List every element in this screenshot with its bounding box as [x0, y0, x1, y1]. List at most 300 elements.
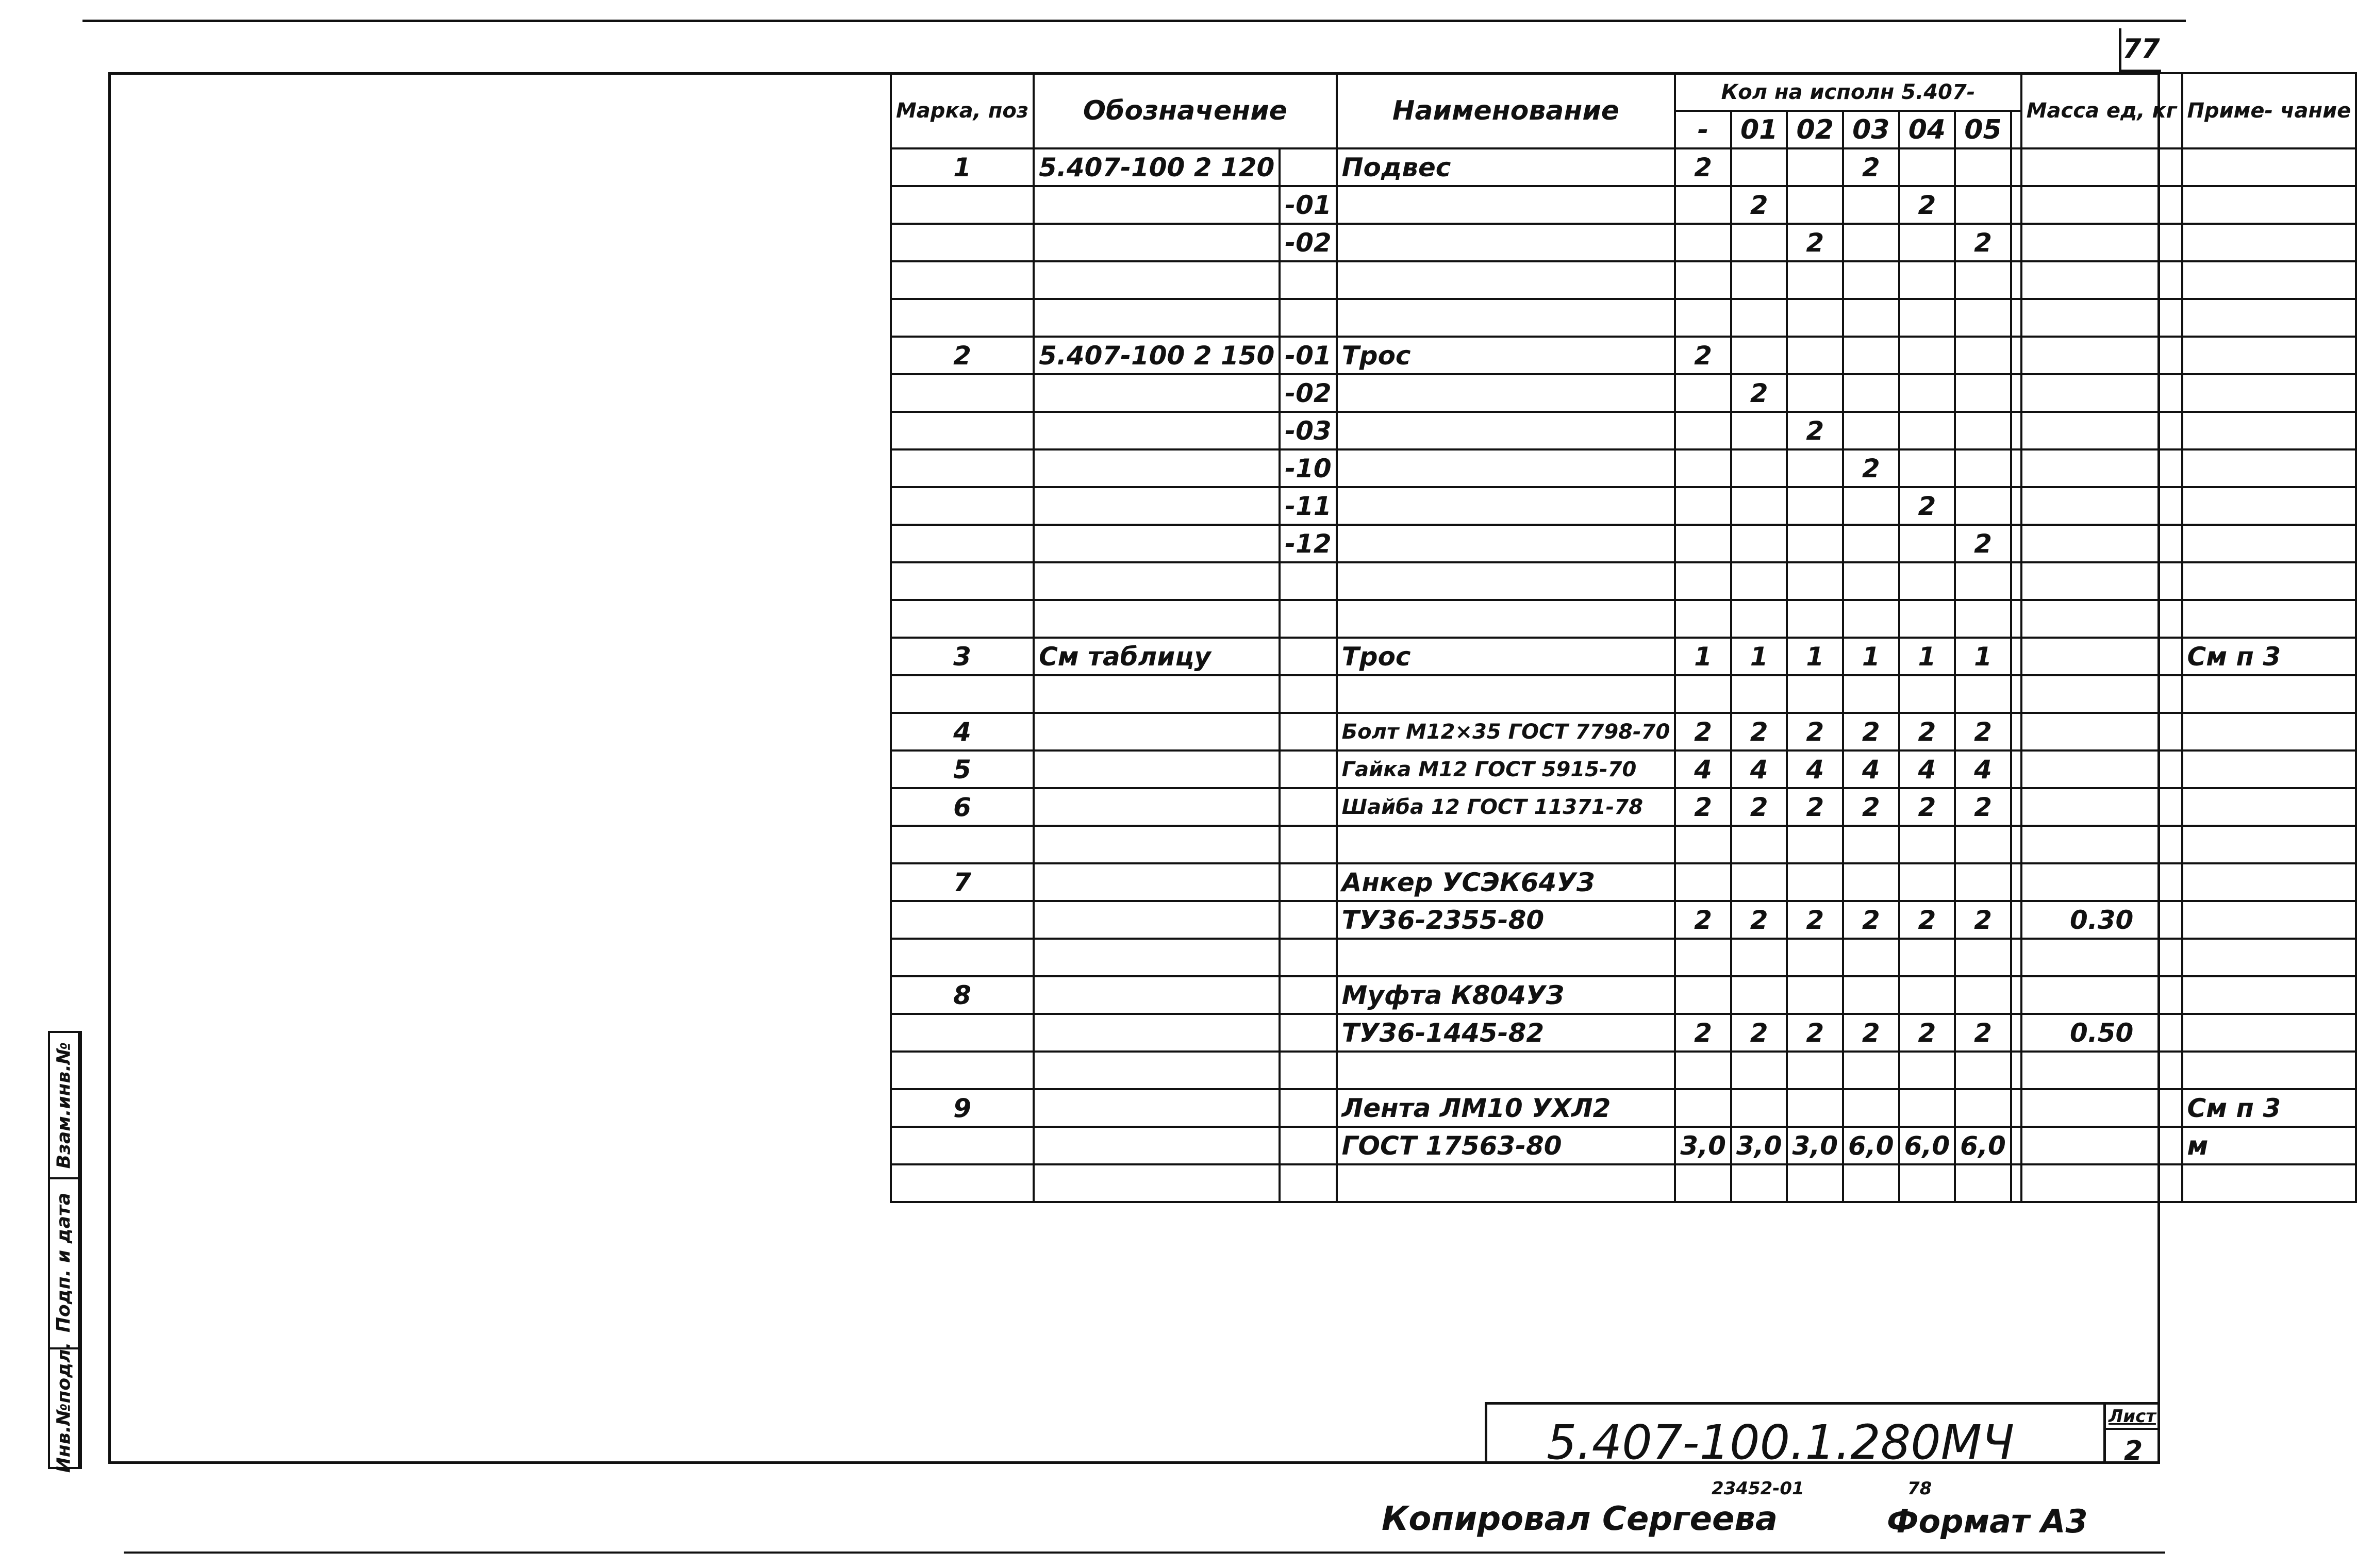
cell-mass — [2021, 863, 2182, 901]
cell-quantity: 1 — [1787, 638, 1843, 675]
table-row — [891, 261, 2356, 299]
cell-quantity — [1675, 186, 1731, 224]
cell-mass — [2021, 976, 2182, 1014]
cell-mass — [2021, 148, 2182, 186]
cell-quantity — [1675, 600, 1731, 638]
cell-quantity: 2 — [1899, 186, 1955, 224]
cell-quantity: 2 — [1731, 788, 1787, 826]
cell-quantity — [2011, 449, 2021, 487]
cell-quantity: 2 — [1787, 1014, 1843, 1052]
cell-quantity — [2011, 412, 2021, 449]
cell-quantity — [1731, 299, 1787, 337]
cell-quantity — [2011, 148, 2021, 186]
cell-designation — [1034, 826, 1280, 863]
cell-quantity: 4 — [1731, 750, 1787, 788]
cell-note — [2182, 261, 2356, 299]
cell-designation — [1034, 1089, 1280, 1127]
cell-mass — [2021, 374, 2182, 412]
table-row — [891, 600, 2356, 638]
cell-quantity — [2011, 863, 2021, 901]
cell-quantity — [1787, 976, 1843, 1014]
stamp-cell-signature — [50, 1177, 78, 1349]
cell-quantity — [1731, 525, 1787, 562]
cell-quantity — [1787, 487, 1843, 525]
cell-name: Муфта К804УЗ — [1337, 976, 1675, 1014]
cell-quantity: 1 — [1675, 638, 1731, 675]
cell-quantity: 2 — [1843, 788, 1899, 826]
cell-quantity — [1675, 826, 1731, 863]
cell-designation — [1034, 675, 1280, 713]
cell-quantity — [1675, 299, 1731, 337]
cell-quantity — [1731, 562, 1787, 600]
cell-note — [2182, 562, 2356, 600]
header-variant — [2011, 111, 2021, 148]
cell-quantity: 2 — [1843, 148, 1899, 186]
cell-mark — [891, 487, 1034, 525]
cell-quantity — [1843, 1052, 1899, 1089]
cell-quantity — [2011, 713, 2021, 750]
cell-quantity: 2 — [1843, 449, 1899, 487]
cell-mark: 1 — [891, 148, 1034, 186]
table-row — [891, 374, 2356, 412]
header-note: Приме- чание — [2182, 73, 2356, 148]
cell-quantity — [2011, 1089, 2021, 1127]
cell-quantity: 2 — [1675, 788, 1731, 826]
cell-name — [1337, 449, 1675, 487]
cell-quantity — [1955, 1164, 2011, 1202]
cell-mark: 7 — [891, 863, 1034, 901]
table-row — [891, 487, 2356, 525]
table-row — [891, 901, 2356, 939]
cell-note: м — [2182, 1127, 2356, 1164]
cell-quantity — [2011, 1052, 2021, 1089]
cell-designation — [1034, 1164, 1280, 1202]
cell-name: Трос — [1337, 638, 1675, 675]
cell-quantity — [1731, 826, 1787, 863]
cell-quantity — [1955, 374, 2011, 412]
cell-designation — [1034, 299, 1280, 337]
cell-mass — [2021, 939, 2182, 976]
cell-designation-suffix — [1280, 788, 1336, 826]
cell-quantity — [1675, 562, 1731, 600]
stamp-label: Инв.№подл. — [53, 1342, 75, 1473]
cell-quantity: 2 — [1675, 1014, 1731, 1052]
cell-quantity: 1 — [1955, 638, 2011, 675]
cell-quantity — [1899, 374, 1955, 412]
cell-quantity — [1955, 449, 2011, 487]
cell-quantity: 1 — [1843, 638, 1899, 675]
table-row — [891, 638, 2356, 675]
cell-designation-suffix — [1280, 1127, 1336, 1164]
cell-quantity — [1899, 449, 1955, 487]
cell-designation-suffix — [1280, 1089, 1336, 1127]
cell-designation: 5.407-100 2 120 — [1034, 148, 1280, 186]
cell-quantity — [1675, 675, 1731, 713]
cell-quantity — [1675, 487, 1731, 525]
cell-quantity — [1675, 1089, 1731, 1127]
cell-designation-suffix: -10 — [1280, 449, 1336, 487]
cell-name — [1337, 1052, 1675, 1089]
cell-note — [2182, 713, 2356, 750]
cell-mass — [2021, 299, 2182, 337]
cell-quantity — [1675, 261, 1731, 299]
cell-designation: 5.407-100 2 150 — [1034, 337, 1280, 374]
cell-quantity — [1843, 487, 1899, 525]
cell-note — [2182, 374, 2356, 412]
cell-quantity — [1787, 826, 1843, 863]
cell-quantity — [1731, 337, 1787, 374]
cell-designation-suffix — [1280, 299, 1336, 337]
table-row — [891, 1089, 2356, 1127]
copied-by: Копировал Сергеева — [1382, 1500, 1778, 1538]
table-row — [891, 562, 2356, 600]
cell-quantity: 3,0 — [1675, 1127, 1731, 1164]
cell-designation — [1034, 1127, 1280, 1164]
cell-quantity — [1675, 449, 1731, 487]
cell-designation — [1034, 487, 1280, 525]
cell-designation — [1034, 788, 1280, 826]
cell-name: Подвес — [1337, 148, 1675, 186]
cell-quantity — [2011, 750, 2021, 788]
cell-quantity: 2 — [1955, 224, 2011, 261]
cell-designation-suffix — [1280, 261, 1336, 299]
cell-quantity — [1843, 224, 1899, 261]
cell-designation — [1034, 976, 1280, 1014]
stamp-label: Взам.инв.№ — [53, 1042, 75, 1169]
cell-note — [2182, 1164, 2356, 1202]
cell-quantity — [2011, 939, 2021, 976]
table-row — [891, 826, 2356, 863]
cell-quantity — [1899, 412, 1955, 449]
cell-quantity: 6,0 — [1899, 1127, 1955, 1164]
cell-quantity — [1955, 1052, 2011, 1089]
cell-mass — [2021, 449, 2182, 487]
cell-quantity: 2 — [1843, 1014, 1899, 1052]
cell-designation — [1034, 224, 1280, 261]
cell-note — [2182, 186, 2356, 224]
table-row — [891, 449, 2356, 487]
cell-quantity: 3,0 — [1731, 1127, 1787, 1164]
cell-quantity — [2011, 261, 2021, 299]
cell-designation-suffix — [1280, 638, 1336, 675]
cell-quantity: 4 — [1843, 750, 1899, 788]
cell-quantity — [2011, 1164, 2021, 1202]
cell-quantity — [1899, 525, 1955, 562]
cell-quantity: 2 — [1731, 186, 1787, 224]
header-variant: 01 — [1731, 111, 1787, 148]
cell-designation-suffix — [1280, 600, 1336, 638]
cell-designation — [1034, 713, 1280, 750]
table-row — [891, 1014, 2356, 1052]
cell-mark — [891, 901, 1034, 939]
cell-designation-suffix: -12 — [1280, 525, 1336, 562]
cell-designation-suffix — [1280, 863, 1336, 901]
cell-mark: 9 — [891, 1089, 1034, 1127]
cell-mark — [891, 1164, 1034, 1202]
cell-quantity: 2 — [1955, 525, 2011, 562]
cell-quantity — [1675, 525, 1731, 562]
cell-quantity — [1675, 412, 1731, 449]
cell-quantity: 2 — [1675, 337, 1731, 374]
cell-mark: 8 — [891, 976, 1034, 1014]
cell-quantity — [2011, 600, 2021, 638]
cell-name — [1337, 1164, 1675, 1202]
table-row — [891, 863, 2356, 901]
cell-mass — [2021, 487, 2182, 525]
cell-quantity — [1675, 976, 1731, 1014]
cell-quantity — [1843, 562, 1899, 600]
cell-mark — [891, 299, 1034, 337]
page-number: 77 — [2119, 28, 2161, 72]
cell-note — [2182, 1052, 2356, 1089]
cell-name — [1337, 261, 1675, 299]
cell-mark — [891, 562, 1034, 600]
header-variant: 04 — [1899, 111, 1955, 148]
cell-mark — [891, 675, 1034, 713]
cell-quantity — [1955, 412, 2011, 449]
cell-mark: 2 — [891, 337, 1034, 374]
cell-quantity — [2011, 1127, 2021, 1164]
cell-note — [2182, 1014, 2356, 1052]
cell-mark — [891, 826, 1034, 863]
cell-mass — [2021, 224, 2182, 261]
cell-quantity: 2 — [1675, 713, 1731, 750]
cell-quantity — [1955, 148, 2011, 186]
cell-designation-suffix — [1280, 1014, 1336, 1052]
cell-quantity — [1899, 562, 1955, 600]
cell-designation-suffix — [1280, 750, 1336, 788]
cell-quantity: 2 — [1675, 148, 1731, 186]
cell-quantity — [1899, 148, 1955, 186]
table-row — [891, 224, 2356, 261]
cell-mass — [2021, 675, 2182, 713]
cell-mass — [2021, 826, 2182, 863]
table-row — [891, 675, 2356, 713]
cell-designation — [1034, 1014, 1280, 1052]
cell-quantity — [2011, 901, 2021, 939]
cell-designation-suffix — [1280, 1052, 1336, 1089]
cell-quantity: 2 — [1955, 788, 2011, 826]
cell-designation-suffix: -11 — [1280, 487, 1336, 525]
header-variant: 02 — [1787, 111, 1843, 148]
cell-quantity: 2 — [1899, 713, 1955, 750]
cell-note — [2182, 224, 2356, 261]
cell-quantity — [1787, 261, 1843, 299]
cell-note — [2182, 148, 2356, 186]
cell-mark — [891, 1127, 1034, 1164]
cell-mass: 0.30 — [2021, 901, 2182, 939]
cell-note — [2182, 976, 2356, 1014]
cell-quantity — [1955, 299, 2011, 337]
cell-quantity — [1899, 299, 1955, 337]
cell-quantity — [1899, 939, 1955, 976]
cell-quantity — [1731, 412, 1787, 449]
cell-quantity — [2011, 675, 2021, 713]
cell-quantity: 2 — [1899, 1014, 1955, 1052]
cell-quantity — [1843, 675, 1899, 713]
header-mass: Масса ед, кг — [2021, 73, 2182, 148]
cell-name — [1337, 224, 1675, 261]
cell-quantity — [1899, 863, 1955, 901]
sheet-divider — [2103, 1428, 2160, 1430]
cell-quantity — [1675, 939, 1731, 976]
cell-quantity — [1843, 939, 1899, 976]
cell-mass — [2021, 788, 2182, 826]
cell-mass: 0.50 — [2021, 1014, 2182, 1052]
cell-quantity — [1955, 261, 2011, 299]
cell-quantity: 1 — [1731, 638, 1787, 675]
table-row — [891, 939, 2356, 976]
cell-quantity: 2 — [1955, 713, 2011, 750]
cell-mass — [2021, 600, 2182, 638]
cell-quantity — [1843, 374, 1899, 412]
cell-quantity — [1843, 525, 1899, 562]
cell-quantity — [1731, 487, 1787, 525]
cell-note — [2182, 412, 2356, 449]
header-designation: Обозначение — [1034, 73, 1337, 148]
table-row — [891, 525, 2356, 562]
cell-name — [1337, 939, 1675, 976]
side-stamp — [48, 1031, 80, 1473]
cell-note — [2182, 299, 2356, 337]
cell-quantity: 2 — [1731, 1014, 1787, 1052]
cell-note — [2182, 901, 2356, 939]
cell-quantity — [1843, 976, 1899, 1014]
cell-quantity — [2011, 299, 2021, 337]
cell-designation — [1034, 1052, 1280, 1089]
cell-mark — [891, 374, 1034, 412]
stamp-cell-inventory — [50, 1342, 78, 1473]
cell-name: Болт М12×35 ГОСТ 7798-70 — [1337, 713, 1675, 750]
cell-quantity — [1899, 337, 1955, 374]
cell-quantity — [1843, 186, 1899, 224]
cell-mark — [891, 525, 1034, 562]
header-name: Наименование — [1337, 73, 1675, 148]
cell-quantity — [1787, 299, 1843, 337]
cell-mass — [2021, 1164, 2182, 1202]
cell-designation — [1034, 525, 1280, 562]
header-variant: 05 — [1955, 111, 2011, 148]
cell-quantity — [1843, 412, 1899, 449]
cell-name — [1337, 826, 1675, 863]
cell-quantity — [1787, 1164, 1843, 1202]
cell-quantity — [1843, 863, 1899, 901]
cell-quantity: 2 — [1731, 901, 1787, 939]
cell-name: Лента ЛМ10 УХЛ2 — [1337, 1089, 1675, 1127]
cell-mark — [891, 939, 1034, 976]
cell-quantity — [2011, 186, 2021, 224]
cell-quantity — [1731, 449, 1787, 487]
cell-quantity — [2011, 374, 2021, 412]
cell-quantity — [2011, 976, 2021, 1014]
cell-quantity — [1843, 261, 1899, 299]
cell-quantity — [1731, 976, 1787, 1014]
cell-quantity — [1899, 675, 1955, 713]
document-code: 5.407-100.1.280МЧ — [1547, 1415, 2015, 1470]
cell-designation-suffix — [1280, 562, 1336, 600]
specification-table — [890, 72, 2357, 1203]
cell-note — [2182, 788, 2356, 826]
cell-quantity — [1787, 148, 1843, 186]
cell-quantity — [1955, 487, 2011, 525]
cell-designation-suffix — [1280, 148, 1336, 186]
cell-designation: См таблицу — [1034, 638, 1280, 675]
cell-quantity — [1787, 939, 1843, 976]
format-label: Формат А3 — [1887, 1503, 2088, 1540]
cell-quantity: 4 — [1787, 750, 1843, 788]
cell-mass — [2021, 750, 2182, 788]
cell-quantity — [2011, 562, 2021, 600]
cell-designation — [1034, 412, 1280, 449]
cell-note — [2182, 487, 2356, 525]
table-row — [891, 1164, 2356, 1202]
cell-quantity: 2 — [1787, 713, 1843, 750]
cell-quantity: 2 — [1731, 374, 1787, 412]
stamp-cell-replacement — [50, 1033, 78, 1179]
cell-quantity: 2 — [1955, 1014, 2011, 1052]
cell-quantity — [1955, 186, 2011, 224]
cell-designation — [1034, 562, 1280, 600]
cell-quantity — [1843, 299, 1899, 337]
cell-quantity: 2 — [1731, 713, 1787, 750]
cell-mass — [2021, 525, 2182, 562]
table-row — [891, 337, 2356, 374]
cell-quantity — [1899, 224, 1955, 261]
cell-mass — [2021, 1127, 2182, 1164]
cell-designation — [1034, 901, 1280, 939]
header-variant: - — [1675, 111, 1731, 148]
cell-quantity: 2 — [1787, 224, 1843, 261]
cell-note — [2182, 939, 2356, 976]
cell-designation-suffix — [1280, 675, 1336, 713]
cell-note — [2182, 600, 2356, 638]
cell-quantity — [1731, 224, 1787, 261]
cell-quantity — [1787, 525, 1843, 562]
cell-name: ГОСТ 17563-80 — [1337, 1127, 1675, 1164]
cell-designation-suffix: -03 — [1280, 412, 1336, 449]
cell-designation-suffix — [1280, 976, 1336, 1014]
cell-quantity — [2011, 788, 2021, 826]
cell-quantity — [1955, 1089, 2011, 1127]
cell-quantity — [2011, 224, 2021, 261]
cell-quantity — [1731, 1052, 1787, 1089]
cell-quantity — [1843, 1089, 1899, 1127]
cell-quantity — [1787, 1089, 1843, 1127]
cell-quantity — [1731, 600, 1787, 638]
cell-quantity: 2 — [1787, 412, 1843, 449]
cell-designation — [1034, 261, 1280, 299]
cell-designation-suffix: -01 — [1280, 186, 1336, 224]
cell-quantity — [1955, 976, 2011, 1014]
cell-quantity — [1955, 863, 2011, 901]
cell-quantity — [1675, 224, 1731, 261]
cell-note — [2182, 750, 2356, 788]
cell-designation-suffix — [1280, 826, 1336, 863]
cell-quantity — [1731, 148, 1787, 186]
cell-mass — [2021, 186, 2182, 224]
cell-note — [2182, 449, 2356, 487]
cell-mark — [891, 600, 1034, 638]
cell-quantity: 1 — [1899, 638, 1955, 675]
cell-mark — [891, 449, 1034, 487]
cell-quantity: 2 — [1787, 901, 1843, 939]
serial-number-2: 78 — [1907, 1478, 1932, 1499]
cell-quantity: 4 — [1899, 750, 1955, 788]
cell-quantity — [2011, 1014, 2021, 1052]
cell-mark: 3 — [891, 638, 1034, 675]
cell-mark — [891, 186, 1034, 224]
cell-quantity — [1731, 261, 1787, 299]
